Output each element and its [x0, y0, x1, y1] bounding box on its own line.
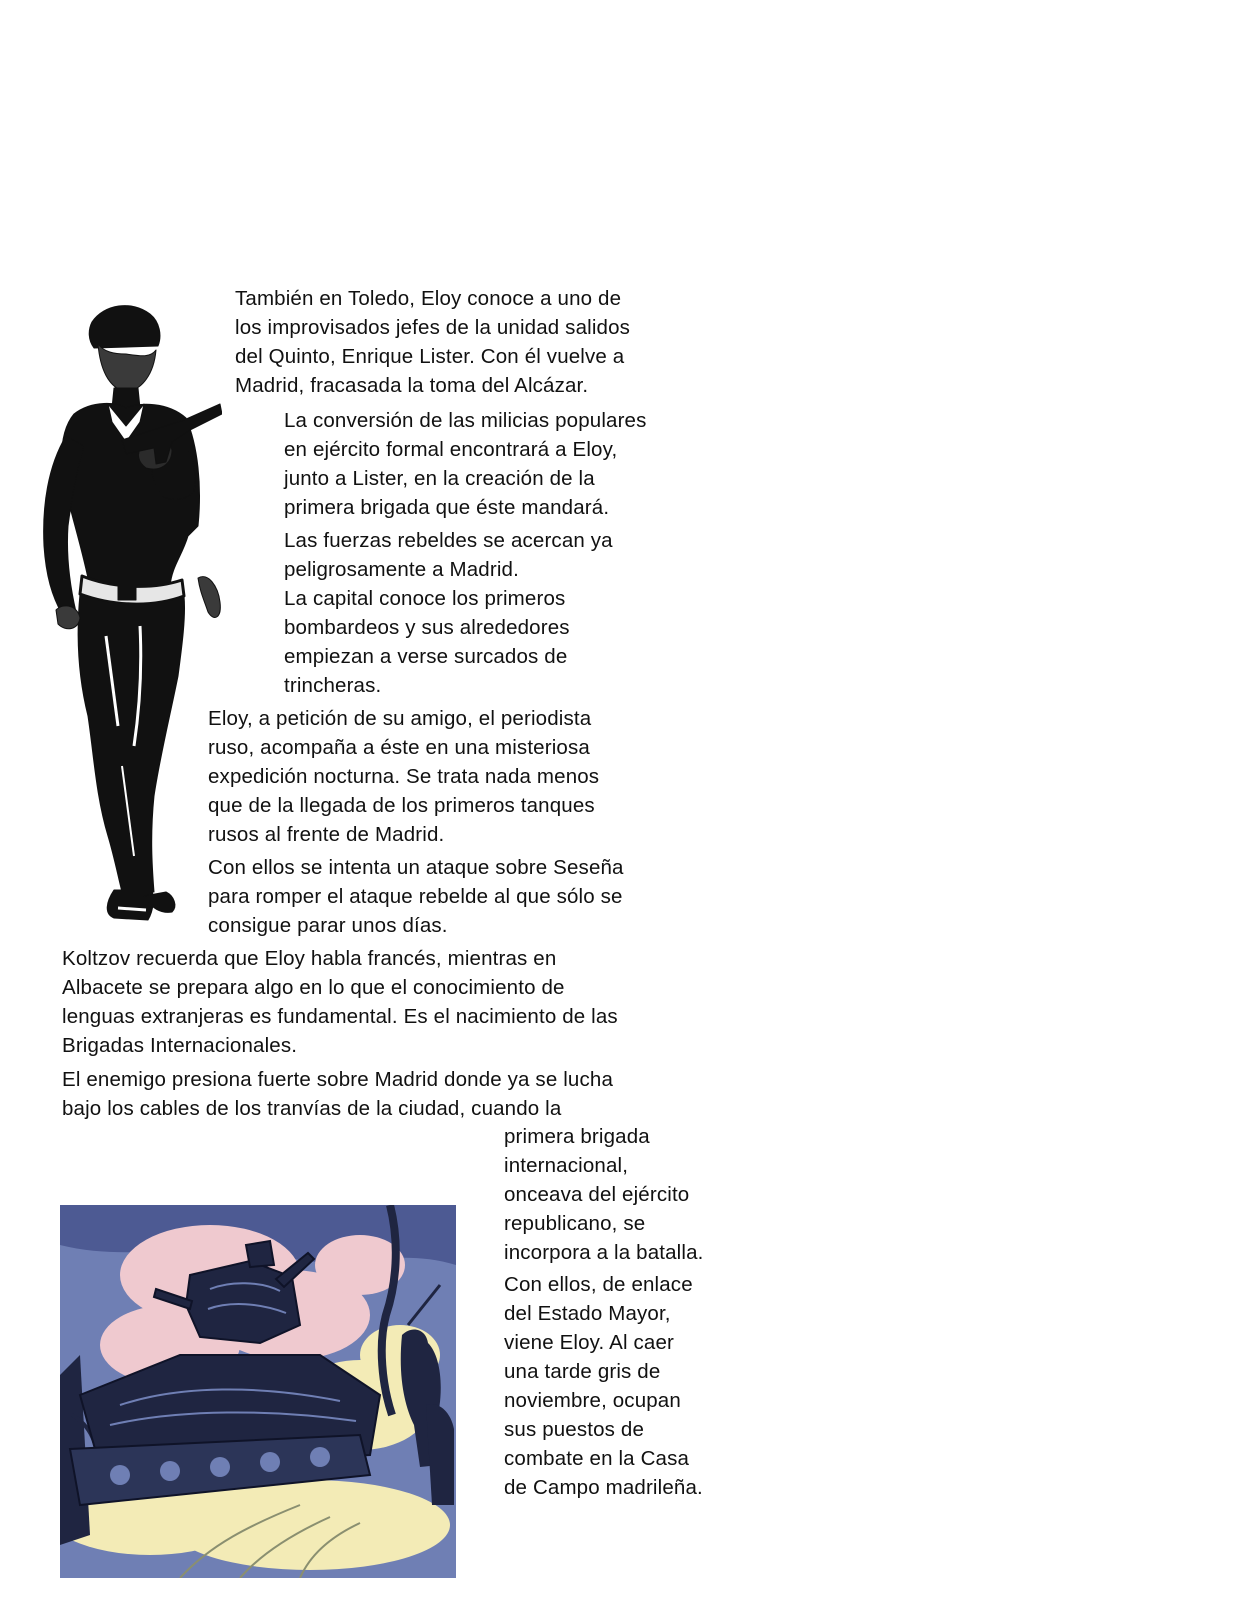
paragraph-milicias: La conversión de las milicias populares en ejército formal encontrará a Eloy, junto a Lister, en la creación de la primera brigada que éste mandará.: [284, 409, 647, 519]
paragraph-expedicion: Eloy, a petición de su amigo, el periodista ruso, acompaña a éste en una misteriosa expedición nocturna. Se trata nada menos que de la llegada de los primeros tanques rusos al frente de Madrid.: [208, 707, 600, 846]
soldier-face: [98, 344, 156, 392]
paragraph-koltzov: Koltzov recuerda que Eloy habla francés, mientras en Albacete se prepara algo en lo que el conocimiento de lenguas extranjeras es fundamental. Es el nacimiento de las Brigadas Internacionales.: [62, 947, 618, 1057]
paragraph-casa-de-campo: Con ellos, de enlace del Estado Mayor, viene Eloy. Al caer una tarde gris de noviembre, ocupan sus puestos de combate en la Casa de Campo madrileña.: [504, 1273, 703, 1499]
paragraph-toledo: También en Toledo, Eloy conoce a uno de los improvisados jefes de la unidad salidos del Quinto, Enrique Lister. Con él vuelve a Madrid, fracasada la toma del Alcázar.: [235, 287, 631, 397]
paragraph-enemigo: El enemigo presiona fuerte sobre Madrid donde ya se lucha bajo los cables de los tranvías de la ciudad, cuando la: [62, 1068, 613, 1120]
tank-battle-illustration: [60, 1205, 456, 1578]
soldier-hair: [89, 306, 160, 348]
paragraph-sesena: Con ellos se intenta un ataque sobre Seseña para romper el ataque rebelde al que sólo se consigue parar unos días.: [208, 856, 624, 937]
paragraph-brigada: primera brigada internacional, onceava del ejército republicano, se incorpora a la batalla.: [504, 1125, 704, 1264]
soldier-illustration: [22, 296, 222, 944]
soldier-trousers: [78, 594, 184, 892]
soldier-boot-left: [107, 890, 153, 920]
paragraph-fuerzas-rebeldes: Las fuerzas rebeldes se acercan ya peligrosamente a Madrid. La capital conoce los primeros bombardeos y sus alrededores empiezan a verse surcados de trincheras.: [284, 529, 613, 697]
